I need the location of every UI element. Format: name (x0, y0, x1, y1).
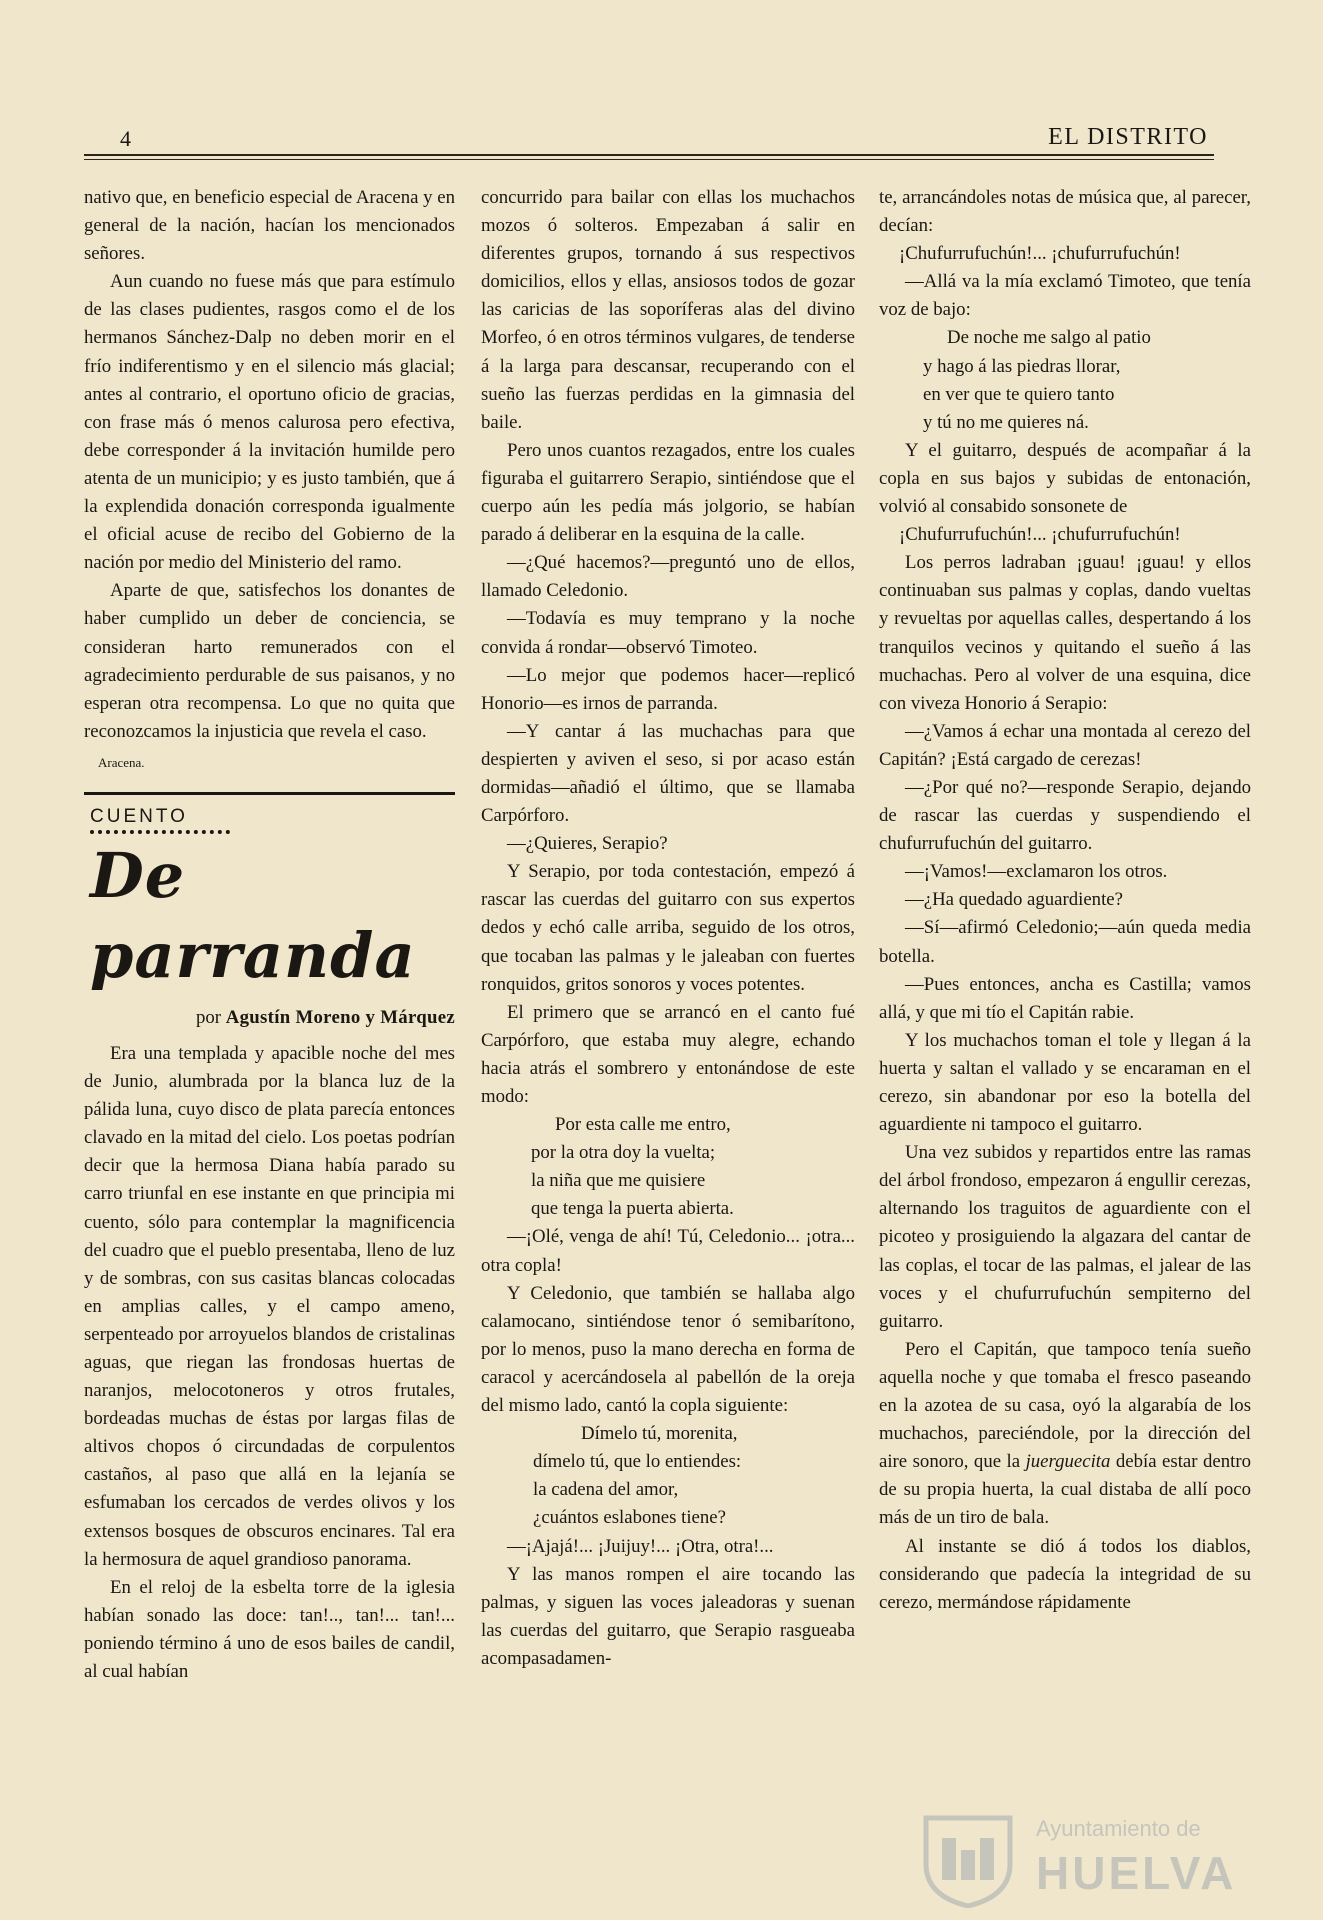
verse-line: dímelo tú, que lo entiendes: (533, 1451, 742, 1473)
verse-line: y tú no me quieres ná. (923, 411, 1089, 433)
paragraph: —¡Olé, venga de ahí! Tú, Celedonio... ¡otra... otra copla! (481, 1226, 855, 1276)
column-3 (879, 184, 1251, 1617)
paragraph: Y los muchachos toman el tole y llegan á la huerta y saltan el vallado y se encaraman en el cerezo, sin abandonar por eso la botella del aguardiente ni tampoco el guitarro. (879, 1029, 1251, 1136)
paragraph: Los perros ladraban ¡guau! ¡guau! y ellos continuaban sus palmas y coplas, dando vueltas y revueltas por aquellas calles, despertando á los tranquilos vecinos y quitando el sueño á las muchachas. Pero al volver de una esquina, dice con viveza Honorio á Serapio: (879, 552, 1251, 714)
watermark (918, 1808, 1248, 1908)
paragraph: —¡Ajajá!... ¡Juijuy!... ¡Otra, otra!... (507, 1535, 774, 1557)
paragraph: Era una templada y apacible noche del mes de Junio, alumbrada por la blanca luz de la pálida luna, cuyo disco de plata parecía entonces clavado en la mitad del cielo. Los poetas podrían decir que la hermosa Diana había parado su carro triunfal en ese instante en que principia mi cuento, sólo para contemplar la magnificencia del cuadro que el pueblo presentaba, lleno de luz y de sombras, con sus casitas blancas colocadas en amplias calles, y el campo ameno, serpenteado por arroyuelos blandos de cristalinas aguas, que riegan las frondosas huertas de naranjos, melocotoneros y otros frutales, bordeadas muchas de éstas por largas filas de altivos chopos ó circundadas de corpulentos castaños, al paso que allá en la lejanía se esfumaban los cercados de verdes olivos y los extensos bosques de obscuros encinares. Tal era la hermosura de aquel grandioso panorama. (84, 1042, 455, 1570)
paragraph: Al instante se dió á todos los diablos, considerando que padecía la integridad de su cerezo, mermándose rápidamente (879, 1535, 1251, 1613)
paragraph: En el reloj de la esbelta torre de la iglesia habían sonado las doce: tan!.., tan!... tan!... poniendo término á uno de esos bailes de candil, al cual habían (84, 1576, 455, 1683)
paragraph: Y Serapio, por toda contestación, empezó á rascar las cuerdas del guitarro con sus expertos dedos y echó calle arriba, seguido de los otros, que tocaban las palmas y le jaleaban con fuertes ronquidos, gritos sonoros y voces potentes. (481, 861, 855, 995)
verse (879, 324, 1251, 436)
paragraph: —Lo mejor que podemos hacer—replicó Honorio—es irnos de parranda. (481, 664, 855, 714)
paragraph: Y Celedonio, que también se hallaba algo calamocano, sintiéndose tenor ó semibarítono, por lo menos, puso la mano derecha en forma de caracol y acercándosela al pabellón de la oreja del mismo lado, cantó la copla siguiente: (481, 1282, 855, 1417)
section-underline (90, 830, 230, 834)
verse (481, 1420, 855, 1532)
page-header (84, 122, 1214, 152)
verse-line: ¿cuántos eslabones tiene? (533, 1507, 726, 1529)
paragraph: nativo que, en beneficio especial de Aracena y en general de la nación, hacían los mencionados señores. (84, 187, 455, 265)
story-title: De parranda (90, 838, 416, 992)
paragraph: Una vez subidos y repartidos entre las ramas del árbol frondoso, empezaron á engullir cerezas, alternando los traguitos de aguardiente con el picoteo y prosiguiendo la algazara del cantar de las coplas, el tocar de las palmas, el jalear de las voces y el chufurrufuchún sempiterno del guitarro. (879, 1142, 1251, 1332)
section-divider (84, 792, 455, 795)
header-rule (84, 154, 1214, 156)
watermark-line2: HUELVA (1036, 1847, 1237, 1899)
paragraph (879, 1336, 1251, 1533)
paragraph: —Allá va la mía exclamó Timoteo, que tenía voz de bajo: (879, 271, 1251, 321)
paragraph: —Sí—afirmó Celedonio;—aún queda media botella. (879, 917, 1251, 967)
signature: Aracena. (98, 754, 145, 770)
verse-line: que tenga la puerta abierta. (531, 1198, 734, 1220)
verse-line: la cadena del amor, (533, 1479, 679, 1501)
watermark-line1: Ayuntamiento de (1036, 1816, 1201, 1841)
text-run: debía estar dentro de su propia huerta, la cual distaba de allí poco más de un tiro de bala. (879, 1451, 1251, 1529)
byline-author: Agustín Moreno y Márquez (225, 1006, 455, 1028)
text-run: Pero el Capitán, que tampoco tenía sueño aquella noche y que tomaba el fresco paseando en la azotea de su casa, oyó la algarabía de los muchachos, pareciéndole, por la dirección del aire sonoro, que la (879, 1338, 1251, 1473)
paragraph: te, arrancándoles notas de música que, al parecer, decían: (879, 187, 1251, 237)
paragraph: —Todavía es muy temprano y la noche convida á rondar—observó Timoteo. (481, 608, 855, 658)
verse-line: por la otra doy la vuelta; (531, 1142, 716, 1164)
paragraph: concurrido para bailar con ellas los muchachos mozos ó solteros. Empezaban á salir en diferentes grupos, tornando á sus respectivos domicilios, ellos y ellas, ansiosos todos de gozar las caricias de las soporíferas alas del divino Morfeo, ó en otros términos vulgares, de tenderse á la larga para descansar, recuperando con el sueño las fuerzas perdidas en la gimnasia del baile. (481, 187, 855, 433)
paragraph: Aun cuando no fuese más que para estímulo de las clases pudientes, rasgos como el de los hermanos Sánchez-Dalp no deben morir en el frío indiferentismo y en el silencio más glacial; antes al contrario, el oportuno oficio de gracias, con frase más ó menos calurosa pero efectiva, debe corresponder á la invitación humilde pero atenta de un municipio; y es justo también, que á la explendida donación corresponda igualmente el oficial acuse de recibo del Gobierno de la nación por medio del Ministerio del ramo. (84, 271, 455, 574)
paragraph: —¿Quieres, Serapio? (507, 833, 668, 855)
paragraph: El primero que se arrancó en el canto fué Carpórforo, que estaba muy alegre, echando hacia atrás el sombrero y entonándose de este modo: (481, 1001, 855, 1107)
paragraph: Aparte de que, satisfechos los donantes de haber cumplido un deber de conciencia, se consideran harto remunerados con el agradecimiento perdurable de sus paisanos, y no esperan otra recompensa. Lo que no quita que reconozcamos la injusticia que revela el caso. (84, 580, 455, 742)
header-rule-thin (84, 159, 1214, 160)
paragraph: Y las manos rompen el aire tocando las palmas, y siguen las voces jaleadoras y suenan las cuerdas del guitarro, que Serapio rasgueaba acompasadamen- (481, 1563, 855, 1669)
verse (481, 1111, 855, 1223)
column-2 (481, 184, 855, 1673)
coat-of-arms-icon (918, 1812, 1018, 1908)
verse-line: en ver que te quiero tanto (923, 383, 1115, 405)
verse-line: Por esta calle me entro, (555, 1114, 731, 1136)
paragraph: ¡Chufurrufuchún!... ¡chufurrufuchún! (899, 524, 1181, 546)
paragraph: Pero unos cuantos rezagados, entre los cuales figuraba el guitarrero Serapio, sintiéndose que el cuerpo aún les pedía más jolgorio, se habían parado á deliberar en la esquina de la calle. (481, 439, 855, 546)
byline (84, 1004, 455, 1032)
paragraph: ¡Chufurrufuchún!... ¡chufurrufuchún! (899, 243, 1181, 265)
paragraph: —Pues entonces, ancha es Castilla; vamos allá, y que mi tío el Capitán rabie. (879, 973, 1251, 1023)
verse-line: y hago á las piedras llorar, (923, 355, 1121, 377)
verse-line: De noche me salgo al patio (947, 327, 1151, 349)
paragraph: —¿Ha quedado aguardiente? (905, 889, 1123, 911)
byline-prefix: por (195, 1006, 222, 1028)
paragraph: Y el guitarro, después de acompañar á la copla en sus bajos y subidas de entonación, volvió al consabido sonsonete de (879, 439, 1251, 518)
paragraph: —¿Vamos á echar una montada al cerezo del Capitán? ¡Está cargado de cerezas! (879, 720, 1251, 770)
emphasis: juerguecita (1025, 1451, 1111, 1473)
section-label: CUENTO (90, 805, 188, 827)
verse-line: la niña que me quisiere (531, 1170, 706, 1192)
paragraph: —¡Vamos!—exclamaron los otros. (905, 861, 1168, 883)
paragraph: —Y cantar á las muchachas para que despierten y aviven el seso, si por acaso están dormidas—añadió el último, que se llamaba Carpórforo. (481, 720, 855, 827)
verse-line: Dímelo tú, morenita, (581, 1423, 738, 1445)
page-number: 4 (120, 126, 131, 151)
masthead: EL DISTRITO (1048, 124, 1208, 150)
column-1 (84, 184, 455, 1686)
paragraph: —¿Qué hacemos?—preguntó uno de ellos, llamado Celedonio. (481, 552, 855, 602)
paragraph: —¿Por qué no?—responde Serapio, dejando de rascar las cuerdas y suspendiendo el chufurrufuchún del guitarro. (879, 776, 1251, 855)
